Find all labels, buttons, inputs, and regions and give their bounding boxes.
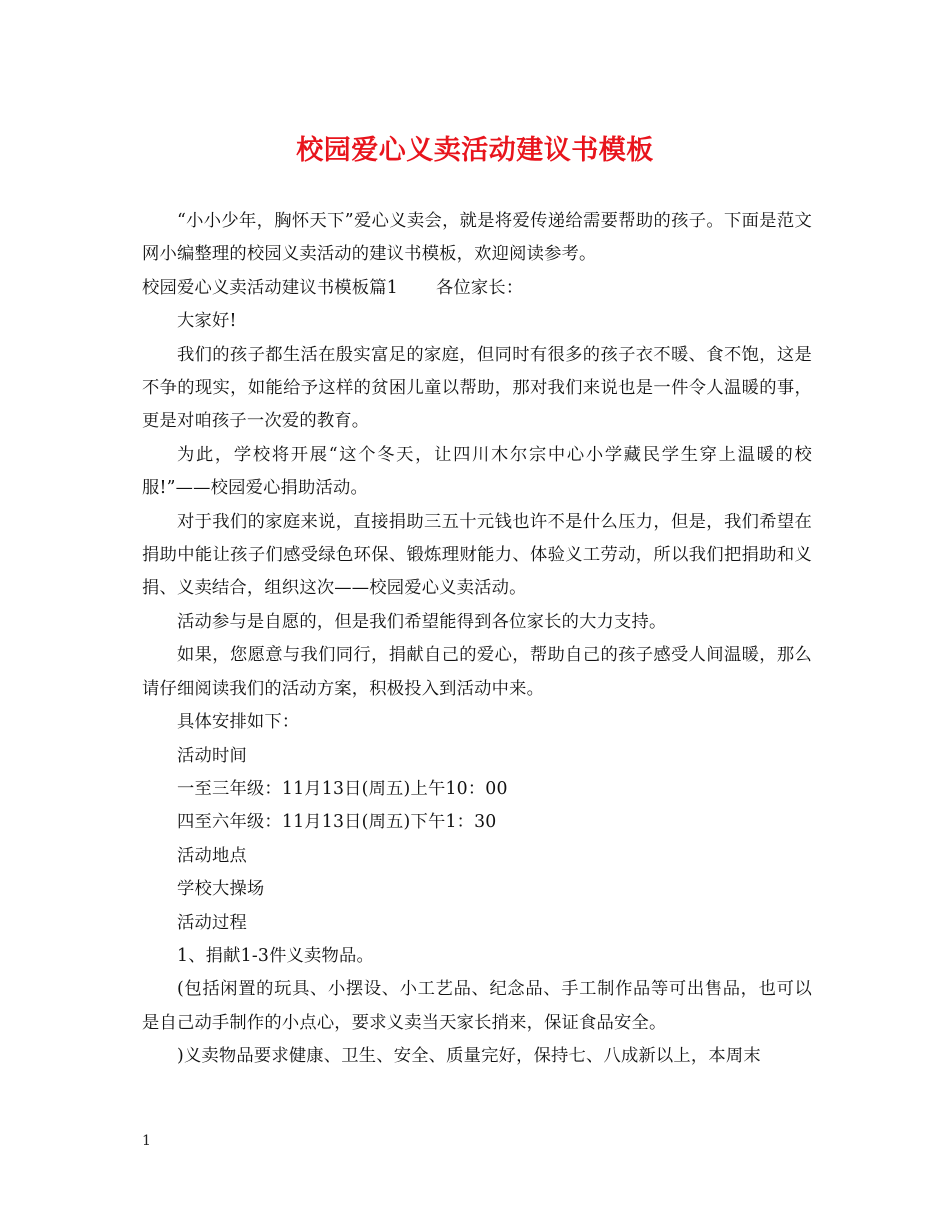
process-requirements: )义卖物品要求健康、卫生、安全、质量完好，保持七、八成新以上，本周末 [177,1046,761,1067]
paragraph-purpose: 对于我们的家庭来说，直接捐助三五十元钱也许不是什么压力，但是，我们希望在捐助中能让孩子们感受绿色环保、锻炼理财能力、体验义工劳动，所以我们把捐助和义捐、义卖结合，组织这次——校园爱心义卖活动。 [142,511,812,599]
location-value: 学校大操场 [177,879,265,900]
process-note: (包括闲置的玩具、小摆设、小工艺品、纪念品、手工制作品等可出售品，也可以是自己动手制作的小点心，要求义卖当天家长捎来，保证食品安全。 [142,979,812,1033]
paragraph-context: 我们的孩子都生活在殷实富足的家庭，但同时有很多的孩子衣不暖、食不饱，这是不争的现实，如能给予这样的贫困儿童以帮助，那对我们来说也是一件令人温暖的事，更是对咱孩子一次爱的教育。 [142,344,812,432]
greeting: 大家好! [177,311,237,332]
paragraph-invitation: 如果，您愿意与我们同行，捐献自己的爱心，帮助自己的孩子感受人间温暖，那么请仔细阅读我们的活动方案，积极投入到活动中来。 [142,645,812,699]
time-grade-4-6: 四至六年级：11月13日(周五)下午1：30 [177,812,497,833]
process-step-1: 1、捐献1-3件义卖物品。 [177,945,374,966]
time-heading: 活动时间 [177,745,247,766]
paragraph-voluntary: 活动参与是自愿的，但是我们希望能得到各位家长的大力支持。 [177,611,667,632]
arrangement-heading: 具体安排如下： [177,712,300,733]
document-title: 校园爱心义卖活动建议书模板 [296,135,654,166]
section-heading: 校园爱心义卖活动建议书模板篇1 [142,277,398,298]
document-body [142,205,812,1074]
time-grade-1-3: 一至三年级：11月13日(周五)上午10：00 [177,778,508,799]
process-heading: 活动过程 [177,912,247,933]
section-heading-line [142,272,812,305]
location-heading: 活动地点 [177,845,247,866]
salutation: 各位家长： [435,277,524,298]
intro-paragraph: “小小少年，胸怀天下”爱心义卖会，就是将爱传递给需要帮助的孩子。下面是范文网小编整理的校园义卖活动的建议书模板，欢迎阅读参考。 [142,211,812,265]
page-number: 1 [142,1133,151,1149]
paragraph-activity-intro: 为此，学校将开展“这个冬天，让四川木尔宗中心小学藏民学生穿上温暖的校服!”——校园爱心捐助活动。 [142,444,812,499]
